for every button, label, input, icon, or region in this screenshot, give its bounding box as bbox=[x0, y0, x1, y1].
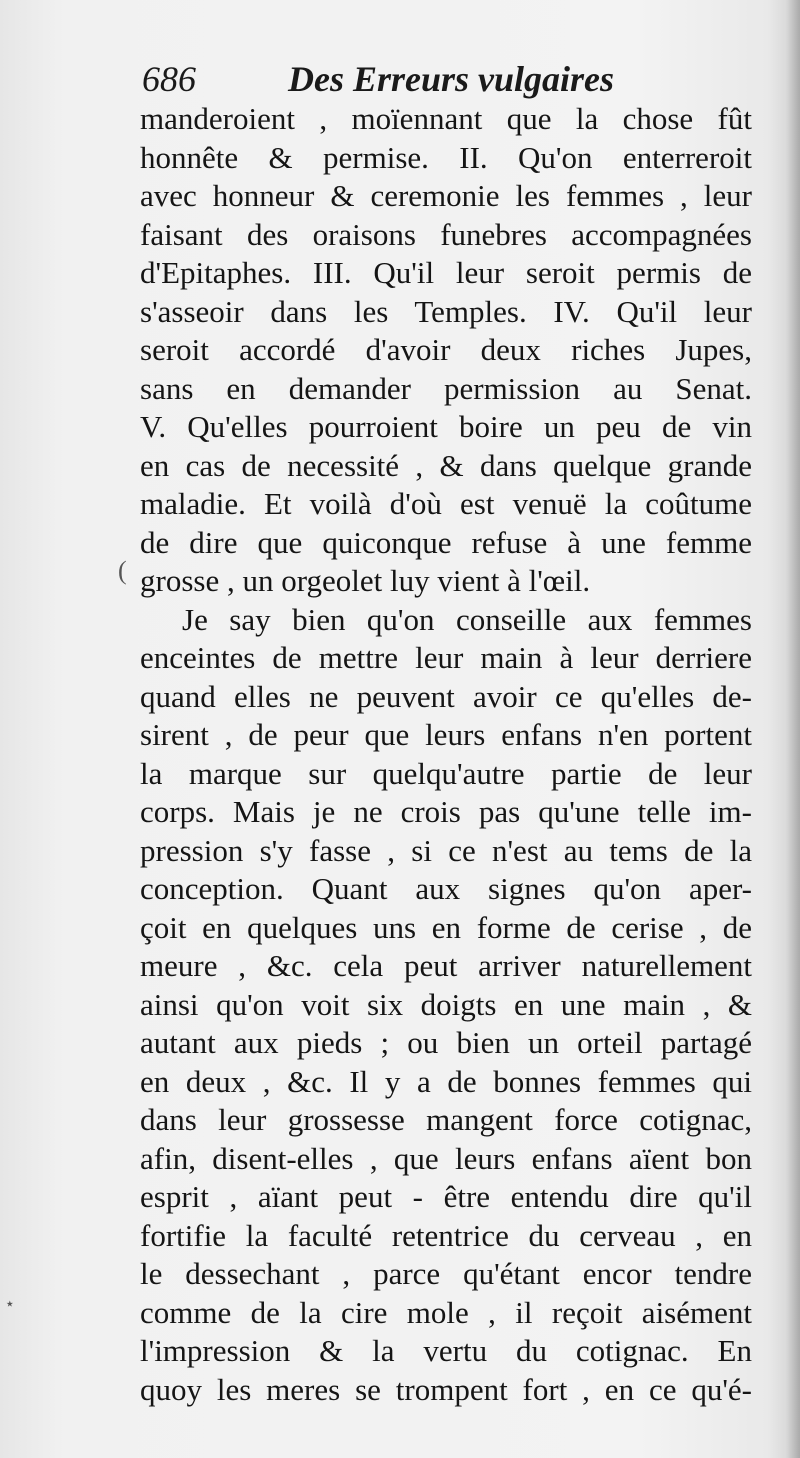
text-line: comme de la cire mole , il reçoit aisément bbox=[140, 1294, 752, 1330]
text-line: l'impression & la vertu du cotignac. En bbox=[140, 1333, 752, 1368]
body-text bbox=[140, 100, 752, 1409]
text-line: pression s'y fasse , si ce n'est au tems de la bbox=[140, 832, 752, 868]
text-line: corps. Mais je ne crois pas qu'une telle im- bbox=[140, 794, 752, 829]
text-line: d'Epitaphes. III. Qu'il leur seroit permis de bbox=[140, 255, 752, 290]
text-line: conception. Quant aux signes qu'on aper- bbox=[140, 871, 752, 906]
text-line: esprit , aïant peut - être entendu dire qu'il bbox=[140, 1179, 752, 1214]
text-line: enceintes de mettre leur main à leur derriere bbox=[140, 640, 752, 675]
text-line: manderoient , moïennant que la chose fût bbox=[140, 101, 752, 136]
text-line: de dire que quiconque refuse à une femme bbox=[140, 524, 752, 560]
text-line: autant aux pieds ; ou bien un orteil partagé bbox=[140, 1025, 752, 1060]
running-title: Des Erreurs vulgaires bbox=[288, 59, 615, 99]
paragraph-first-line: Je say bien qu'on conseille aux femmes bbox=[182, 601, 752, 637]
text-line: en cas de necessité , & dans quelque grande bbox=[140, 447, 752, 483]
text-line: quand elles ne peuvent avoir ce qu'elles de- bbox=[140, 678, 752, 714]
text-line: la marque sur quelqu'autre partie de leur bbox=[140, 755, 752, 791]
text-line: grosse , un orgeolet luy vient à l'œil. bbox=[140, 563, 591, 598]
binding-shadow bbox=[786, 0, 800, 1458]
text-line: meure , &c. cela peut arriver naturellement bbox=[140, 948, 752, 983]
text-line: quoy les meres se trompent fort , en ce qu'é- bbox=[140, 1371, 752, 1407]
margin-speck-mark: ٭ bbox=[6, 1297, 14, 1312]
text-line: fortifie la faculté retentrice du cerveau , en bbox=[140, 1217, 752, 1253]
text-line: le dessechant , parce qu'étant encor tendre bbox=[140, 1256, 752, 1291]
text-line: faisant des oraisons funebres accompagnées bbox=[140, 216, 752, 252]
page-number: 686 bbox=[142, 59, 196, 99]
text-line: s'asseoir dans les Temples. IV. Qu'il leur bbox=[140, 293, 752, 329]
text-line: honnête & permise. II. Qu'on enterreroit bbox=[140, 139, 752, 175]
text-line: en deux , &c. Il y a de bonnes femmes qui bbox=[140, 1063, 752, 1099]
margin-bracket-mark: ( bbox=[118, 556, 127, 585]
text-line: seroit accordé d'avoir deux riches Jupes, bbox=[140, 332, 752, 367]
text-line: dans leur grossesse mangent force cotignac, bbox=[140, 1102, 752, 1137]
text-line: sirent , de peur que leurs enfans n'en portent bbox=[140, 717, 752, 752]
text-line: ainsi qu'on voit six doigts en une main , & bbox=[140, 986, 752, 1022]
text-line: afin, disent-elles , que leurs enfans aïent bon bbox=[140, 1140, 752, 1176]
text-line: çoit en quelques uns en forme de cerise , de bbox=[140, 909, 752, 945]
text-line: maladie. Et voilà d'où est venuë la coûtume bbox=[140, 486, 752, 521]
text-line: avec honneur & ceremonie les femmes , leur bbox=[140, 178, 752, 213]
text-line: V. Qu'elles pourroient boire un peu de vin bbox=[140, 409, 752, 444]
text-line: sans en demander permission au Senat. bbox=[140, 370, 752, 406]
